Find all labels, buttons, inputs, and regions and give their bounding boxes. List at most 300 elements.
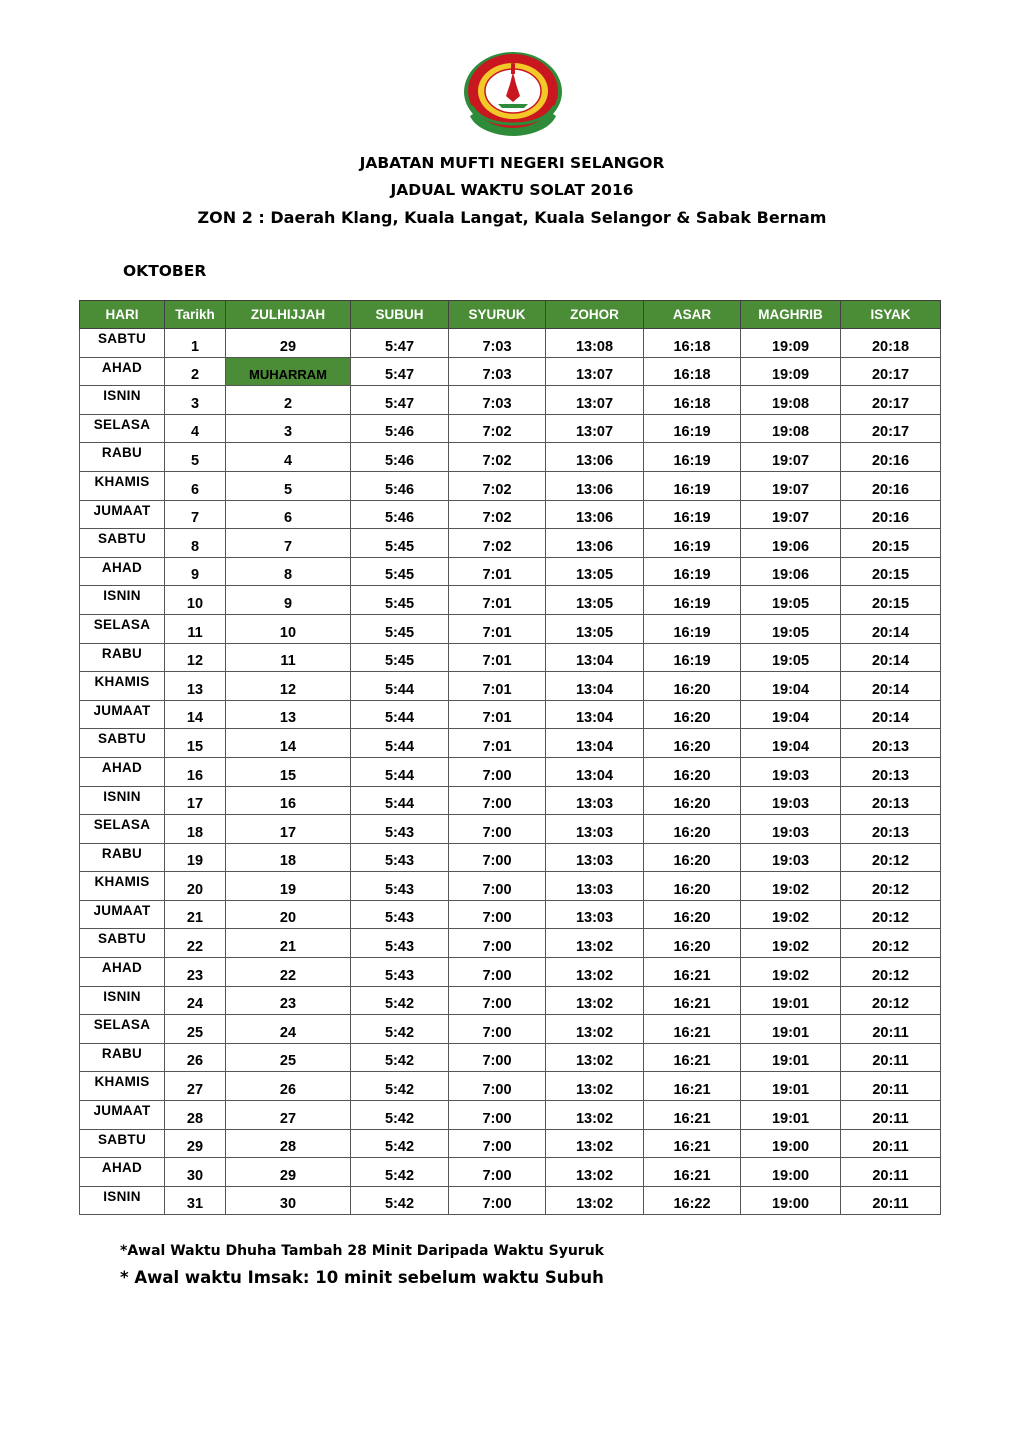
cell-syuruk: 7:03 <box>449 329 546 358</box>
schedule-title: JADUAL WAKTU SOLAT 2016 <box>390 181 634 199</box>
cell-day: AHAD <box>80 757 165 786</box>
col-header-maghrib: MAGHRIB <box>741 301 841 329</box>
cell-subuh: 5:45 <box>351 586 449 615</box>
cell-asar: 16:20 <box>644 900 741 929</box>
table-row <box>80 786 941 815</box>
cell-maghrib: 19:08 <box>741 386 841 415</box>
cell-subuh: 5:46 <box>351 471 449 500</box>
cell-isyak: 20:15 <box>841 586 941 615</box>
cell-day: KHAMIS <box>80 471 165 500</box>
cell-asar: 16:20 <box>644 843 741 872</box>
cell-isyak: 20:11 <box>841 1101 941 1130</box>
cell-day: AHAD <box>80 958 165 987</box>
cell-subuh: 5:42 <box>351 1072 449 1101</box>
col-header-hari: HARI <box>80 301 165 329</box>
cell-date: 30 <box>165 1158 226 1187</box>
cell-maghrib: 19:07 <box>741 443 841 472</box>
cell-asar: 16:21 <box>644 958 741 987</box>
cell-hijri-day: 11 <box>226 643 351 672</box>
cell-day: SABTU <box>80 529 165 558</box>
cell-date: 19 <box>165 843 226 872</box>
cell-zohor: 13:06 <box>546 529 644 558</box>
cell-syuruk: 7:00 <box>449 1015 546 1044</box>
cell-date: 17 <box>165 786 226 815</box>
cell-asar: 16:19 <box>644 557 741 586</box>
cell-zohor: 13:02 <box>546 1015 644 1044</box>
cell-hijri-day: 2 <box>226 386 351 415</box>
cell-maghrib: 19:07 <box>741 500 841 529</box>
cell-isyak: 20:16 <box>841 471 941 500</box>
cell-syuruk: 7:02 <box>449 471 546 500</box>
col-header-zohor: ZOHOR <box>546 301 644 329</box>
prayer-times-table <box>79 300 941 1215</box>
cell-date: 22 <box>165 929 226 958</box>
cell-isyak: 20:11 <box>841 1129 941 1158</box>
cell-isyak: 20:15 <box>841 557 941 586</box>
cell-zohor: 13:04 <box>546 672 644 701</box>
cell-zohor: 13:04 <box>546 700 644 729</box>
cell-asar: 16:20 <box>644 700 741 729</box>
cell-zohor: 13:03 <box>546 843 644 872</box>
table-row <box>80 471 941 500</box>
cell-day: JUMAAT <box>80 1101 165 1130</box>
cell-asar: 16:19 <box>644 614 741 643</box>
cell-syuruk: 7:00 <box>449 757 546 786</box>
table-row <box>80 586 941 615</box>
cell-asar: 16:21 <box>644 1043 741 1072</box>
col-header-zulhijjah: ZULHIJJAH <box>226 301 351 329</box>
cell-maghrib: 19:00 <box>741 1129 841 1158</box>
cell-subuh: 5:42 <box>351 1186 449 1215</box>
cell-isyak: 20:14 <box>841 700 941 729</box>
cell-zohor: 13:07 <box>546 386 644 415</box>
table-row <box>80 443 941 472</box>
cell-asar: 16:20 <box>644 672 741 701</box>
cell-syuruk: 7:00 <box>449 1129 546 1158</box>
cell-isyak: 20:11 <box>841 1158 941 1187</box>
cell-syuruk: 7:01 <box>449 729 546 758</box>
cell-date: 24 <box>165 986 226 1015</box>
cell-maghrib: 19:02 <box>741 929 841 958</box>
cell-date: 3 <box>165 386 226 415</box>
cell-maghrib: 19:03 <box>741 815 841 844</box>
cell-subuh: 5:42 <box>351 1043 449 1072</box>
cell-hijri-day: 13 <box>226 700 351 729</box>
cell-syuruk: 7:00 <box>449 986 546 1015</box>
cell-subuh: 5:42 <box>351 986 449 1015</box>
cell-hijri-day: 22 <box>226 958 351 987</box>
cell-zohor: 13:08 <box>546 329 644 358</box>
table-row <box>80 414 941 443</box>
cell-hijri-day: 16 <box>226 786 351 815</box>
cell-hijri-day: 30 <box>226 1186 351 1215</box>
cell-syuruk: 7:02 <box>449 529 546 558</box>
cell-maghrib: 19:04 <box>741 729 841 758</box>
cell-day: SELASA <box>80 414 165 443</box>
cell-zohor: 13:03 <box>546 872 644 901</box>
cell-maghrib: 19:01 <box>741 1101 841 1130</box>
cell-hijri-day: 3 <box>226 414 351 443</box>
cell-hijri-day: 6 <box>226 500 351 529</box>
cell-zohor: 13:06 <box>546 471 644 500</box>
cell-day: RABU <box>80 843 165 872</box>
cell-subuh: 5:46 <box>351 414 449 443</box>
cell-asar: 16:20 <box>644 729 741 758</box>
table-row <box>80 815 941 844</box>
table-row <box>80 529 941 558</box>
cell-syuruk: 7:00 <box>449 872 546 901</box>
cell-zohor: 13:05 <box>546 557 644 586</box>
cell-zohor: 13:02 <box>546 1072 644 1101</box>
cell-subuh: 5:45 <box>351 643 449 672</box>
cell-asar: 16:21 <box>644 1129 741 1158</box>
cell-isyak: 20:16 <box>841 500 941 529</box>
cell-day: ISNIN <box>80 986 165 1015</box>
table-row <box>80 958 941 987</box>
cell-maghrib: 19:02 <box>741 900 841 929</box>
cell-asar: 16:19 <box>644 500 741 529</box>
cell-day: RABU <box>80 1043 165 1072</box>
cell-day: SABTU <box>80 729 165 758</box>
cell-date: 7 <box>165 500 226 529</box>
cell-subuh: 5:43 <box>351 929 449 958</box>
cell-asar: 16:21 <box>644 1072 741 1101</box>
table-row <box>80 700 941 729</box>
cell-asar: 16:18 <box>644 357 741 386</box>
cell-isyak: 20:11 <box>841 1043 941 1072</box>
table-row <box>80 386 941 415</box>
cell-day: JUMAAT <box>80 500 165 529</box>
cell-syuruk: 7:01 <box>449 643 546 672</box>
cell-maghrib: 19:03 <box>741 757 841 786</box>
table-row <box>80 1101 941 1130</box>
cell-isyak: 20:12 <box>841 986 941 1015</box>
cell-subuh: 5:46 <box>351 500 449 529</box>
zone-title: ZON 2 : Daerah Klang, Kuala Langat, Kuala Selangor & Sabak Bernam <box>197 208 827 227</box>
cell-maghrib: 19:04 <box>741 700 841 729</box>
cell-date: 31 <box>165 1186 226 1215</box>
cell-zohor: 13:02 <box>546 958 644 987</box>
cell-hijri-day: 12 <box>226 672 351 701</box>
col-header-syuruk: SYURUK <box>449 301 546 329</box>
cell-syuruk: 7:00 <box>449 1158 546 1187</box>
cell-syuruk: 7:00 <box>449 929 546 958</box>
cell-date: 13 <box>165 672 226 701</box>
cell-syuruk: 7:01 <box>449 614 546 643</box>
cell-subuh: 5:43 <box>351 843 449 872</box>
cell-maghrib: 19:04 <box>741 672 841 701</box>
cell-hijri-day: 8 <box>226 557 351 586</box>
cell-isyak: 20:16 <box>841 443 941 472</box>
table-row <box>80 729 941 758</box>
cell-syuruk: 7:02 <box>449 443 546 472</box>
cell-date: 23 <box>165 958 226 987</box>
cell-zohor: 13:02 <box>546 929 644 958</box>
cell-hijri-day: 20 <box>226 900 351 929</box>
cell-syuruk: 7:00 <box>449 900 546 929</box>
cell-subuh: 5:42 <box>351 1101 449 1130</box>
col-header-tarikh: Tarikh <box>165 301 226 329</box>
cell-syuruk: 7:00 <box>449 786 546 815</box>
cell-hijri-day <box>226 357 351 386</box>
table-body <box>80 329 941 1215</box>
cell-day: AHAD <box>80 1158 165 1187</box>
month-label: OKTOBER <box>123 262 207 280</box>
table-row <box>80 900 941 929</box>
table-row <box>80 872 941 901</box>
cell-date: 27 <box>165 1072 226 1101</box>
cell-asar: 16:19 <box>644 529 741 558</box>
cell-date: 12 <box>165 643 226 672</box>
cell-zohor: 13:06 <box>546 443 644 472</box>
cell-hijri-day: 25 <box>226 1043 351 1072</box>
cell-asar: 16:19 <box>644 586 741 615</box>
cell-date: 8 <box>165 529 226 558</box>
cell-date: 15 <box>165 729 226 758</box>
cell-hijri-day: 28 <box>226 1129 351 1158</box>
cell-day: JUMAAT <box>80 700 165 729</box>
cell-subuh: 5:43 <box>351 958 449 987</box>
cell-subuh: 5:44 <box>351 700 449 729</box>
cell-hijri-day: 10 <box>226 614 351 643</box>
cell-asar: 16:21 <box>644 1101 741 1130</box>
cell-date: 20 <box>165 872 226 901</box>
cell-syuruk: 7:01 <box>449 586 546 615</box>
table-row <box>80 500 941 529</box>
cell-day: SELASA <box>80 815 165 844</box>
cell-zohor: 13:02 <box>546 1186 644 1215</box>
cell-maghrib: 19:02 <box>741 958 841 987</box>
cell-isyak: 20:14 <box>841 614 941 643</box>
cell-hijri-day: 29 <box>226 1158 351 1187</box>
cell-hijri-day: 26 <box>226 1072 351 1101</box>
cell-isyak: 20:11 <box>841 1072 941 1101</box>
cell-zohor: 13:03 <box>546 900 644 929</box>
cell-hijri-day: 29 <box>226 329 351 358</box>
cell-subuh: 5:44 <box>351 729 449 758</box>
cell-day: KHAMIS <box>80 672 165 701</box>
cell-asar: 16:20 <box>644 872 741 901</box>
cell-day: SELASA <box>80 614 165 643</box>
cell-subuh: 5:45 <box>351 557 449 586</box>
cell-hijri-day: 7 <box>226 529 351 558</box>
cell-subuh: 5:42 <box>351 1015 449 1044</box>
table-row <box>80 329 941 358</box>
table-row <box>80 1015 941 1044</box>
cell-isyak: 20:13 <box>841 757 941 786</box>
table-row <box>80 643 941 672</box>
table-row <box>80 357 941 386</box>
cell-asar: 16:19 <box>644 414 741 443</box>
cell-syuruk: 7:00 <box>449 1101 546 1130</box>
cell-subuh: 5:43 <box>351 815 449 844</box>
table-row <box>80 1158 941 1187</box>
month-change-badge: MUHARRAM <box>226 365 350 385</box>
cell-hijri-day: 19 <box>226 872 351 901</box>
cell-zohor: 13:02 <box>546 1101 644 1130</box>
cell-zohor: 13:05 <box>546 586 644 615</box>
cell-day: RABU <box>80 643 165 672</box>
cell-date: 5 <box>165 443 226 472</box>
cell-zohor: 13:06 <box>546 500 644 529</box>
cell-hijri-day: 9 <box>226 586 351 615</box>
cell-isyak: 20:15 <box>841 529 941 558</box>
cell-isyak: 20:11 <box>841 1015 941 1044</box>
cell-syuruk: 7:00 <box>449 958 546 987</box>
cell-hijri-day: 21 <box>226 929 351 958</box>
cell-syuruk: 7:01 <box>449 557 546 586</box>
cell-day: RABU <box>80 443 165 472</box>
cell-asar: 16:20 <box>644 786 741 815</box>
cell-date: 4 <box>165 414 226 443</box>
cell-asar: 16:21 <box>644 1015 741 1044</box>
cell-zohor: 13:02 <box>546 986 644 1015</box>
cell-zohor: 13:04 <box>546 757 644 786</box>
table-row <box>80 614 941 643</box>
cell-hijri-day: 27 <box>226 1101 351 1130</box>
cell-syuruk: 7:00 <box>449 1186 546 1215</box>
cell-hijri-day: 14 <box>226 729 351 758</box>
cell-zohor: 13:02 <box>546 1158 644 1187</box>
cell-syuruk: 7:03 <box>449 357 546 386</box>
table-row <box>80 986 941 1015</box>
cell-subuh: 5:44 <box>351 672 449 701</box>
cell-syuruk: 7:00 <box>449 843 546 872</box>
table-header-row <box>80 301 941 329</box>
cell-day: SABTU <box>80 929 165 958</box>
cell-asar: 16:18 <box>644 386 741 415</box>
cell-day: ISNIN <box>80 786 165 815</box>
cell-date: 25 <box>165 1015 226 1044</box>
cell-zohor: 13:02 <box>546 1129 644 1158</box>
cell-asar: 16:21 <box>644 1158 741 1187</box>
cell-maghrib: 19:08 <box>741 414 841 443</box>
cell-subuh: 5:45 <box>351 529 449 558</box>
cell-subuh: 5:47 <box>351 329 449 358</box>
org-title: JABATAN MUFTI NEGERI SELANGOR <box>359 154 665 172</box>
cell-isyak: 20:12 <box>841 929 941 958</box>
cell-subuh: 5:44 <box>351 757 449 786</box>
cell-day: AHAD <box>80 357 165 386</box>
cell-isyak: 20:17 <box>841 386 941 415</box>
cell-isyak: 20:14 <box>841 643 941 672</box>
dhuha-note: *Awal Waktu Dhuha Tambah 28 Minit Daripada Waktu Syuruk <box>120 1243 604 1259</box>
cell-date: 26 <box>165 1043 226 1072</box>
cell-zohor: 13:03 <box>546 786 644 815</box>
cell-zohor: 13:03 <box>546 815 644 844</box>
cell-date: 18 <box>165 815 226 844</box>
cell-subuh: 5:42 <box>351 1158 449 1187</box>
cell-subuh: 5:43 <box>351 900 449 929</box>
cell-asar: 16:19 <box>644 443 741 472</box>
cell-isyak: 20:17 <box>841 414 941 443</box>
cell-syuruk: 7:00 <box>449 815 546 844</box>
cell-date: 21 <box>165 900 226 929</box>
table-row <box>80 929 941 958</box>
cell-asar: 16:18 <box>644 329 741 358</box>
cell-day: AHAD <box>80 557 165 586</box>
cell-asar: 16:20 <box>644 929 741 958</box>
cell-day: SABTU <box>80 1129 165 1158</box>
cell-asar: 16:19 <box>644 643 741 672</box>
jabatan-mufti-selangor-crest-icon <box>458 46 568 138</box>
cell-hijri-day: 24 <box>226 1015 351 1044</box>
imsak-note: * Awal waktu Imsak: 10 minit sebelum waktu Subuh <box>120 1268 604 1287</box>
cell-isyak: 20:12 <box>841 958 941 987</box>
table-row <box>80 1186 941 1215</box>
cell-asar: 16:20 <box>644 757 741 786</box>
table-row <box>80 672 941 701</box>
cell-day: SELASA <box>80 1015 165 1044</box>
cell-maghrib: 19:03 <box>741 843 841 872</box>
cell-date: 16 <box>165 757 226 786</box>
cell-subuh: 5:47 <box>351 386 449 415</box>
cell-day: KHAMIS <box>80 1072 165 1101</box>
cell-isyak: 20:17 <box>841 357 941 386</box>
col-header-asar: ASAR <box>644 301 741 329</box>
cell-hijri-day: 18 <box>226 843 351 872</box>
cell-maghrib: 19:09 <box>741 357 841 386</box>
cell-isyak: 20:12 <box>841 843 941 872</box>
cell-subuh: 5:45 <box>351 614 449 643</box>
cell-maghrib: 19:00 <box>741 1158 841 1187</box>
table-row <box>80 557 941 586</box>
cell-isyak: 20:13 <box>841 729 941 758</box>
cell-date: 9 <box>165 557 226 586</box>
cell-date: 11 <box>165 614 226 643</box>
cell-asar: 16:22 <box>644 1186 741 1215</box>
cell-date: 14 <box>165 700 226 729</box>
cell-asar: 16:19 <box>644 471 741 500</box>
cell-day: SABTU <box>80 329 165 358</box>
cell-date: 10 <box>165 586 226 615</box>
cell-isyak: 20:18 <box>841 329 941 358</box>
cell-day: ISNIN <box>80 386 165 415</box>
cell-maghrib: 19:05 <box>741 586 841 615</box>
table-row <box>80 757 941 786</box>
cell-zohor: 13:04 <box>546 643 644 672</box>
cell-isyak: 20:13 <box>841 815 941 844</box>
cell-day: ISNIN <box>80 1186 165 1215</box>
cell-maghrib: 19:03 <box>741 786 841 815</box>
cell-syuruk: 7:02 <box>449 500 546 529</box>
cell-subuh: 5:47 <box>351 357 449 386</box>
cell-isyak: 20:13 <box>841 786 941 815</box>
cell-date: 1 <box>165 329 226 358</box>
cell-isyak: 20:12 <box>841 872 941 901</box>
cell-maghrib: 19:05 <box>741 643 841 672</box>
cell-maghrib: 19:05 <box>741 614 841 643</box>
cell-hijri-day: 4 <box>226 443 351 472</box>
cell-zohor: 13:07 <box>546 357 644 386</box>
cell-isyak: 20:11 <box>841 1186 941 1215</box>
cell-subuh: 5:43 <box>351 872 449 901</box>
cell-isyak: 20:12 <box>841 900 941 929</box>
cell-syuruk: 7:00 <box>449 1072 546 1101</box>
cell-syuruk: 7:00 <box>449 1043 546 1072</box>
cell-syuruk: 7:01 <box>449 672 546 701</box>
col-header-isyak: ISYAK <box>841 301 941 329</box>
cell-hijri-day: 23 <box>226 986 351 1015</box>
cell-day: KHAMIS <box>80 872 165 901</box>
cell-date: 28 <box>165 1101 226 1130</box>
cell-maghrib: 19:01 <box>741 986 841 1015</box>
cell-hijri-day: 5 <box>226 471 351 500</box>
cell-asar: 16:21 <box>644 986 741 1015</box>
cell-maghrib: 19:00 <box>741 1186 841 1215</box>
cell-day: ISNIN <box>80 586 165 615</box>
cell-day: JUMAAT <box>80 900 165 929</box>
